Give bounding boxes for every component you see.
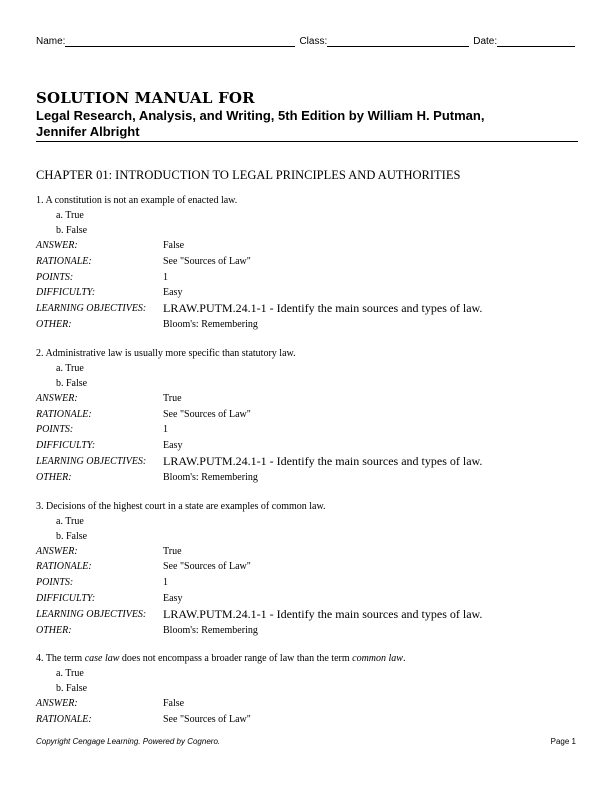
option-a: a. True — [56, 515, 84, 527]
answer-value: False — [163, 698, 185, 710]
difficulty-label: DIFFICULTY: — [36, 287, 96, 299]
other-value: Bloom's: Remembering — [163, 471, 258, 483]
answer-value: False — [163, 240, 185, 251]
class-blank — [327, 36, 469, 47]
question-stem: 1. A constitution is not an example of enacted law. — [36, 195, 238, 206]
learning-objectives-row — [36, 454, 576, 470]
points-label: POINTS: — [36, 424, 74, 436]
other-value: Bloom's: Remembering — [163, 624, 258, 636]
answer-label: ANSWER: — [36, 545, 78, 557]
difficulty-label: DIFFICULTY: — [36, 440, 96, 452]
chapter-heading: CHAPTER 01: INTRODUCTION TO LEGAL PRINCIPLES AND AUTHORITIES — [36, 168, 461, 182]
question-stem: 3. Decisions of the highest court in a state are examples of common law. — [36, 500, 326, 512]
points-row — [36, 575, 576, 591]
book-title-line2: Jennifer Albright — [36, 124, 140, 139]
learning-objectives-row — [36, 607, 576, 623]
page-footer — [36, 737, 576, 746]
difficulty-label: DIFFICULTY: — [36, 592, 96, 604]
date-blank — [497, 36, 575, 47]
learning-objectives-label: LEARNING OBJECTIVES: — [36, 608, 147, 620]
title-divider — [36, 141, 578, 142]
rationale-label: RATIONALE: — [36, 255, 92, 267]
rationale-value: See "Sources of Law" — [163, 408, 251, 420]
date-label: Date: — [473, 36, 498, 47]
question-3 — [36, 499, 576, 639]
rationale-row — [36, 407, 576, 423]
question-1 — [36, 193, 576, 333]
rationale-value: See "Sources of Law" — [163, 714, 251, 726]
points-label: POINTS: — [36, 577, 74, 589]
option-b: b. False — [56, 377, 88, 389]
points-row — [36, 270, 576, 286]
difficulty-row — [36, 285, 576, 301]
stem-italic-case-law: case law — [84, 653, 120, 665]
other-label: OTHER: — [36, 624, 72, 636]
answer-label: ANSWER: — [36, 392, 78, 404]
question-2 — [36, 346, 576, 486]
learning-objectives-value: LRAW.PUTM.24.1-1 - Identify the main sources and types of law. — [163, 453, 483, 468]
rationale-label: RATIONALE: — [36, 408, 92, 420]
stem-italic-common-law: common law — [352, 653, 403, 665]
answer-row — [36, 544, 576, 560]
page-number: Page 1 — [550, 737, 576, 746]
learning-objectives-label: LEARNING OBJECTIVES: — [36, 303, 147, 315]
option-b: b. False — [56, 225, 88, 236]
difficulty-row — [36, 438, 576, 454]
difficulty-value: Easy — [163, 592, 183, 604]
option-a: a. True — [56, 668, 84, 680]
answer-row — [36, 238, 576, 254]
rationale-row — [36, 254, 576, 270]
learning-objectives-value: LRAW.PUTM.24.1-1 - Identify the main sources and types of law. — [163, 301, 483, 316]
points-row — [36, 422, 576, 438]
name-blank — [65, 36, 295, 47]
other-label: OTHER: — [36, 318, 72, 330]
difficulty-value: Easy — [163, 287, 183, 299]
answer-row — [36, 696, 576, 712]
stem-text-mid: does not encompass a broader range of law than the term — [119, 653, 353, 665]
other-label: OTHER: — [36, 471, 72, 483]
difficulty-value: Easy — [163, 440, 183, 452]
points-value: 1 — [163, 271, 168, 283]
question-stem: 2. Administrative law is usually more specific than statutory law. — [36, 347, 296, 359]
learning-objectives-label: LEARNING OBJECTIVES: — [36, 455, 147, 467]
other-row — [36, 317, 576, 333]
points-label: POINTS: — [36, 271, 74, 283]
answer-value: True — [163, 545, 182, 557]
stem-text-prefix: 4. The term — [36, 653, 85, 665]
book-title-line1: Legal Research, Analysis, and Writing, 5th Edition by William H. Putman, — [36, 108, 485, 123]
answer-label: ANSWER: — [36, 698, 78, 710]
points-value: 1 — [163, 424, 168, 436]
learning-objectives-row — [36, 301, 576, 317]
answer-value: True — [163, 392, 182, 404]
option-a: a. True — [56, 210, 84, 221]
name-label: Name: — [36, 36, 66, 47]
rationale-value: See "Sources of Law" — [163, 561, 251, 573]
rationale-label: RATIONALE: — [36, 714, 92, 726]
rationale-value: See "Sources of Law" — [163, 255, 251, 267]
stem-text-end: . — [402, 653, 406, 665]
learning-objectives-value: LRAW.PUTM.24.1-1 - Identify the main sources and types of law. — [163, 606, 483, 621]
solution-manual-heading: SOLUTION MANUAL FOR — [36, 89, 255, 107]
other-value: Bloom's: Remembering — [163, 318, 258, 330]
rationale-label: RATIONALE: — [36, 561, 92, 573]
copyright-notice: Copyright Cengage Learning. Powered by Cognero. — [36, 737, 221, 746]
option-b: b. False — [56, 683, 88, 695]
other-row — [36, 623, 576, 639]
student-info-line — [36, 36, 576, 47]
question-list — [36, 193, 576, 741]
answer-label: ANSWER: — [36, 240, 78, 251]
difficulty-row — [36, 591, 576, 607]
class-label: Class: — [299, 36, 328, 47]
question-stem — [36, 651, 576, 666]
option-a: a. True — [56, 362, 84, 374]
question-4 — [36, 651, 576, 728]
rationale-row — [36, 712, 576, 728]
points-value: 1 — [163, 577, 168, 589]
other-row — [36, 470, 576, 486]
book-title — [36, 108, 576, 140]
rationale-row — [36, 559, 576, 575]
option-b: b. False — [56, 530, 88, 542]
answer-row — [36, 391, 576, 407]
